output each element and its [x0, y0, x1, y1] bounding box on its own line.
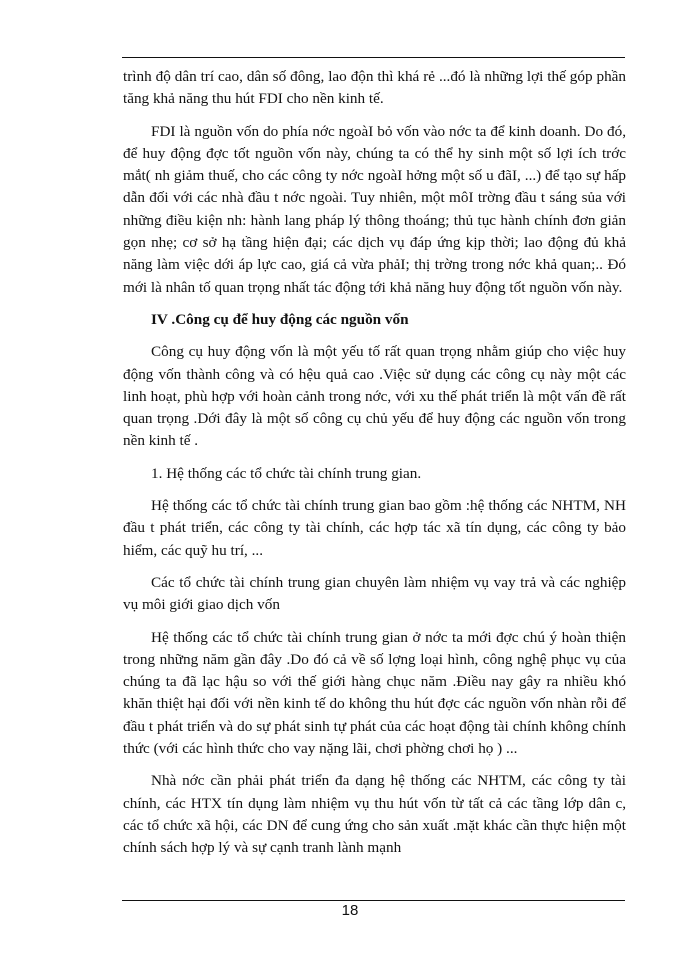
paragraph: trình độ dân trí cao, dân số đông, lao độn thì khá rẻ ...đó là những lợi thế góp phần tăng khả năng thu hút FDI cho nền kinh tế. [123, 68, 626, 108]
list-item-heading: 1. Hệ thống các tổ chức tài chính trung gian. [151, 464, 422, 482]
paragraph: FDI là nguồn vốn do phía nớc ngoàI bỏ vốn vào nớc ta để kinh doanh. Do đó, để huy động đợc tốt nguồn vốn này, chúng ta có thể hy sinh một số lợi ích trớc mắt( nh giảm thuế, cho các công ty nớc ngoàI hởng một số u đãI, ...) để tạo sự hấp dẫn đối với các nhà đầu t nớc ngoài. Tuy nhiên, một môI trờng đầu t sáng sủa với những điều kiện nh: hành lang pháp lý thông thoáng; thủ tục hành chính đơn giản gọn nhẹ; cơ sở hạ tầng hiện đại; các dịch vụ đáp ứng kịp thời; lao động đủ khả năng làm việc dới áp lực cao, giá cả vừa phảI; thị trờng trong nớc khả quan;.. Đó mới là nhân tố quan trọng nhất tác động tới khả năng huy động tốt nguồn vốn này. [123, 122, 626, 296]
section-heading: IV .Công cụ để huy động các nguồn vốn [151, 310, 409, 328]
page-body [123, 66, 626, 870]
footer-rule [122, 900, 625, 901]
paragraph: Công cụ huy động vốn là một yếu tố rất quan trọng nhằm giúp cho việc huy động vốn thành công và có hệu quả cao .Việc sử dụng các công cụ này một các linh hoạt, phù hợp với hoàn cảnh trong nớc, với xu thế phát triển là một vấn đề rất quan trọng .Dới đây là một số công cụ chủ yếu để huy động các nguồn vốn trong nền kinh tế . [123, 343, 626, 450]
paragraph: Hệ thống các tổ chức tài chính trung gian ở nớc ta mới đợc chú ý hoàn thiện trong những năm gần đây .Do đó cả về số lợng loại hình, công nghệ phục vụ của chúng ta đã lạc hậu so với thế giới hàng chục năm .Điều nay gây ra nhiều khó khăn thiệt hại đối với nền kinh tế do không thu hút đợc các nguồn vốn nhàn rỗi để đầu t phát triển và do sự phát sinh tự phát của các hoạt động tài chính không chính thức (với các hình thức cho vay nặng lãi, chơi phờng chơi họ ) ... [123, 628, 626, 758]
paragraph: Hệ thống các tổ chức tài chính trung gian bao gồm :hệ thống các NHTM, NH đầu t phát triển, các công ty tài chính, các hợp tác xã tín dụng, các công ty bảo hiểm, các quỹ hu trí, ... [123, 497, 626, 559]
page-number: 18 [341, 902, 359, 919]
paragraph: Nhà nớc cần phải phát triển đa dạng hệ thống các NHTM, các công ty tài chính, các HTX tín dụng làm nhiệm vụ thu hút vốn từ tất cả các tầng lớp dân c, các tổ chức xã hội, các DN để cung ứng cho sản xuất .mặt khác cần thực hiện một chính sách hợp lý và sự cạnh tranh lành mạnh [123, 772, 626, 857]
header-rule [122, 57, 625, 58]
paragraph: Các tổ chức tài chính trung gian chuyên làm nhiệm vụ vay trả và các nghiệp vụ môi giới giao dịch vốn [123, 573, 626, 614]
